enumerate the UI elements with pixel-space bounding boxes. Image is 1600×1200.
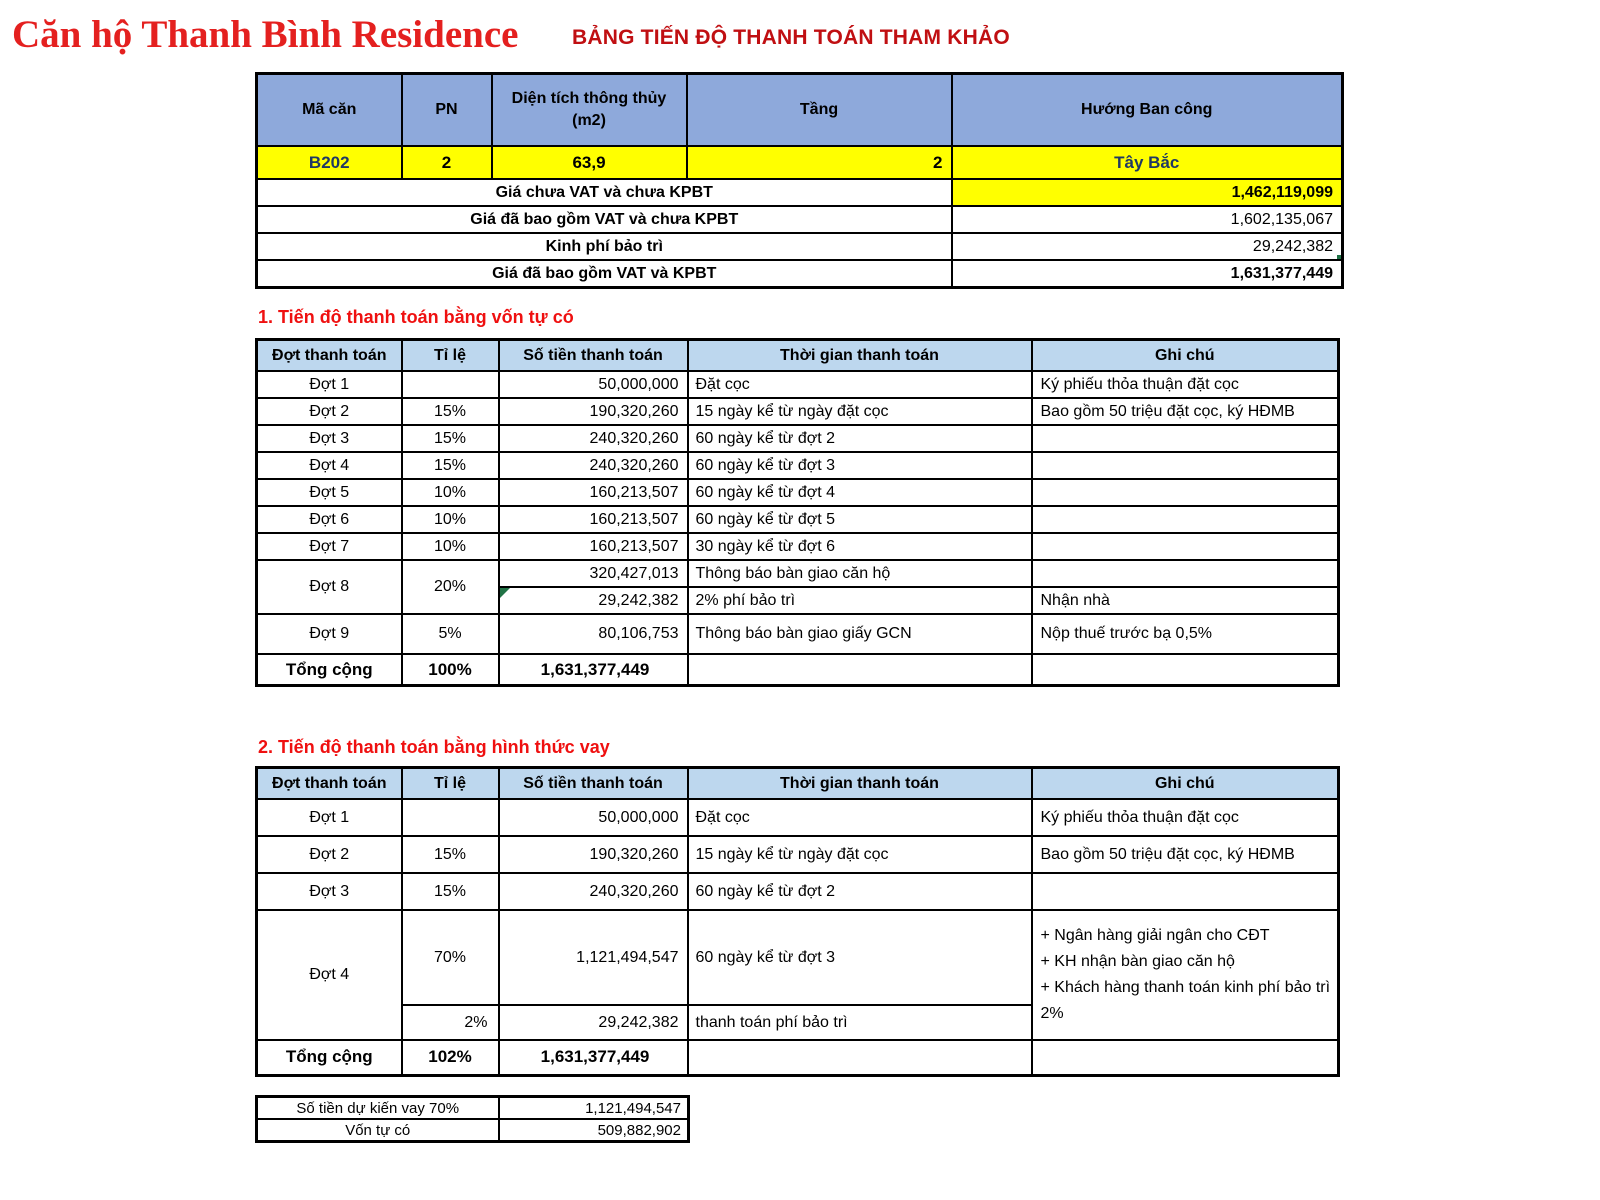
time-cell[interactable]: 60 ngày kể từ đợt 3 (688, 452, 1032, 479)
col-header-installment: Đợt thanh toán (257, 768, 402, 800)
amount-cell-maintenance[interactable] (499, 587, 688, 614)
unit-bedrooms-cell[interactable]: 2 (402, 146, 492, 179)
time-cell[interactable]: 60 ngày kể từ đợt 2 (688, 425, 1032, 452)
col-header-balcony: Hướng Ban công (952, 74, 1343, 147)
note-cell[interactable] (1032, 873, 1339, 910)
time-cell[interactable]: 60 ngày kể từ đợt 3 (688, 910, 1032, 1005)
note-cell[interactable]: Ký phiếu thỏa thuận đặt cọc (1032, 799, 1339, 836)
empty-cell (1032, 654, 1339, 686)
time-cell[interactable]: 60 ngày kể từ đợt 5 (688, 506, 1032, 533)
total-row (257, 654, 1339, 686)
installment-cell[interactable]: Đợt 5 (257, 479, 402, 506)
note-cell[interactable] (1032, 533, 1339, 560)
own-capital-row (257, 1119, 689, 1142)
amount-cell[interactable]: 190,320,260 (499, 836, 688, 873)
schedule-row (257, 533, 1339, 560)
amount-cell[interactable]: 160,213,507 (499, 533, 688, 560)
time-cell[interactable]: Thông báo bàn giao giấy GCN (688, 614, 1032, 654)
rate-cell[interactable]: 20% (402, 560, 499, 614)
time-cell[interactable]: 15 ngày kể từ ngày đặt cọc (688, 398, 1032, 425)
price-row (257, 179, 1343, 206)
note-cell[interactable]: Bao gồm 50 triệu đặt cọc, ký HĐMB (1032, 398, 1339, 425)
schedule-row (257, 799, 1339, 836)
note-cell[interactable] (1032, 425, 1339, 452)
fill-handle[interactable] (1336, 254, 1343, 260)
document-subtitle: BẢNG TIẾN ĐỘ THANH TOÁN THAM KHẢO (572, 26, 1010, 49)
schedule-table-loan (255, 766, 1340, 1077)
total-row (257, 1040, 1339, 1075)
amount-value: 29,242,382 (598, 591, 679, 609)
time-cell[interactable]: Thông báo bàn giao căn hộ (688, 560, 1032, 587)
time-cell[interactable]: 15 ngày kể từ ngày đặt cọc (688, 836, 1032, 873)
amount-cell[interactable]: 1,121,494,547 (499, 910, 688, 1005)
unit-area-cell[interactable]: 63,9 (492, 146, 687, 179)
note-line: + Khách hàng thanh toán kinh phí bảo trì 2% (1040, 979, 1331, 1022)
price-label-cell: Kinh phí bảo trì (257, 233, 952, 260)
section2-title: 2. Tiến độ thanh toán bằng hình thức vay (258, 737, 610, 757)
rate-cell[interactable]: 10% (402, 533, 499, 560)
rate-cell[interactable] (402, 799, 499, 836)
note-cell-dot4[interactable] (1032, 910, 1339, 1040)
schedule-row (257, 425, 1339, 452)
schedule-row (257, 836, 1339, 873)
installment-cell[interactable]: Đợt 8 (257, 560, 402, 614)
loan-amount-label[interactable]: Số tiền dự kiến vay 70% (257, 1097, 499, 1120)
rate-cell[interactable]: 15% (402, 836, 499, 873)
schedule-row (257, 506, 1339, 533)
unit-balcony-cell[interactable]: Tây Bắc (952, 146, 1343, 179)
summary-header-row (257, 74, 1343, 147)
installment-cell[interactable]: Đợt 1 (257, 799, 402, 836)
loan-summary-table (255, 1095, 690, 1143)
amount-cell[interactable]: 160,213,507 (499, 479, 688, 506)
note-cell[interactable] (1032, 452, 1339, 479)
col-header-area: Diện tích thông thủy (m2) (492, 74, 687, 147)
rate-cell[interactable]: 70% (402, 910, 499, 1005)
amount-cell[interactable]: 160,213,507 (499, 506, 688, 533)
amount-cell[interactable]: 320,427,013 (499, 560, 688, 587)
total-amount-cell[interactable]: 1,631,377,449 (499, 1040, 688, 1075)
rate-cell[interactable]: 10% (402, 479, 499, 506)
installment-cell[interactable]: Đợt 6 (257, 506, 402, 533)
time-cell[interactable]: Đặt cọc (688, 799, 1032, 836)
amount-cell[interactable]: 240,320,260 (499, 425, 688, 452)
rate-cell[interactable]: 10% (402, 506, 499, 533)
own-capital-label[interactable]: Vốn tự có (257, 1119, 499, 1142)
empty-cell (688, 654, 1032, 686)
note-cell[interactable]: Nộp thuế trước bạ 0,5% (1032, 614, 1339, 654)
col-header-amount: Số tiền thanh toán (499, 340, 688, 372)
empty-cell (1032, 1040, 1339, 1075)
installment-cell[interactable]: Đợt 4 (257, 910, 402, 1040)
time-cell[interactable]: 30 ngày kể từ đợt 6 (688, 533, 1032, 560)
total-rate-cell[interactable]: 102% (402, 1040, 499, 1075)
note-cell[interactable] (1032, 479, 1339, 506)
note-cell[interactable] (1032, 506, 1339, 533)
own-capital-value[interactable]: 509,882,902 (499, 1119, 689, 1142)
installment-cell[interactable]: Đợt 3 (257, 425, 402, 452)
amount-cell[interactable]: 80,106,753 (499, 614, 688, 654)
rate-cell[interactable] (402, 371, 499, 398)
time-cell[interactable]: 2% phí bảo trì (688, 587, 1032, 614)
document-title: Căn hộ Thanh Bình Residence (12, 13, 519, 56)
price-row (257, 206, 1343, 233)
col-header-time: Thời gian thanh toán (688, 340, 1032, 372)
price-row (257, 233, 1343, 260)
loan-amount-value[interactable]: 1,121,494,547 (499, 1097, 689, 1120)
total-rate-cell[interactable]: 100% (402, 654, 499, 686)
time-cell[interactable]: thanh toán phí bảo trì (688, 1005, 1032, 1040)
unit-summary-table (255, 72, 1344, 289)
note-cell[interactable]: Bao gồm 50 triệu đặt cọc, ký HĐMB (1032, 836, 1339, 873)
amount-cell[interactable]: 50,000,000 (499, 799, 688, 836)
col-header-amount: Số tiền thanh toán (499, 768, 688, 800)
note-cell[interactable] (1032, 560, 1339, 587)
schedule-row (257, 371, 1339, 398)
rate-cell[interactable]: 2% (402, 1005, 499, 1040)
price-value-cell[interactable]: 1,462,119,099 (952, 179, 1343, 206)
time-cell[interactable]: 60 ngày kể từ đợt 2 (688, 873, 1032, 910)
schedule-header-row (257, 768, 1339, 800)
col-header-floor: Tầng (687, 74, 952, 147)
installment-cell[interactable]: Đợt 4 (257, 452, 402, 479)
total-label-cell[interactable]: Tổng cộng (257, 654, 402, 686)
installment-cell[interactable]: Đợt 1 (257, 371, 402, 398)
rate-cell[interactable]: 15% (402, 873, 499, 910)
amount-cell[interactable]: 190,320,260 (499, 398, 688, 425)
rate-cell[interactable]: 5% (402, 614, 499, 654)
installment-cell[interactable]: Đợt 2 (257, 398, 402, 425)
total-amount-cell[interactable]: 1,631,377,449 (499, 654, 688, 686)
rate-cell[interactable]: 15% (402, 452, 499, 479)
col-header-bedrooms: PN (402, 74, 492, 147)
price-value-cell[interactable]: 1,602,135,067 (952, 206, 1343, 233)
col-header-note: Ghi chú (1032, 340, 1339, 372)
note-cell[interactable]: Nhận nhà (1032, 587, 1339, 614)
empty-cell (688, 1040, 1032, 1075)
loan-amount-row (257, 1097, 689, 1120)
price-label-cell: Giá đã bao gồm VAT và chưa KPBT (257, 206, 952, 233)
maintenance-fee-value: 29,242,382 (1252, 237, 1333, 255)
installment-cell[interactable]: Đợt 9 (257, 614, 402, 654)
installment-cell[interactable]: Đợt 3 (257, 873, 402, 910)
schedule-row-dot9 (257, 614, 1339, 654)
installment-cell[interactable]: Đợt 2 (257, 836, 402, 873)
col-header-installment: Đợt thanh toán (257, 340, 402, 372)
schedule-row (257, 398, 1339, 425)
amount-cell[interactable]: 240,320,260 (499, 452, 688, 479)
time-cell[interactable]: Đặt cọc (688, 371, 1032, 398)
amount-cell[interactable]: 50,000,000 (499, 371, 688, 398)
schedule-table-own-capital (255, 338, 1340, 687)
unit-code-cell[interactable]: B202 (257, 146, 402, 179)
price-value-cell[interactable]: 1,631,377,449 (952, 260, 1343, 288)
comment-indicator-icon (500, 588, 510, 598)
schedule-row-dot8-part1 (257, 560, 1339, 587)
col-header-note: Ghi chú (1032, 768, 1339, 800)
section1-title: 1. Tiến độ thanh toán bằng vốn tự có (258, 307, 574, 327)
col-header-time: Thời gian thanh toán (688, 768, 1032, 800)
price-row (257, 260, 1343, 288)
schedule-header-row (257, 340, 1339, 372)
note-line: + KH nhận bàn giao căn hộ (1040, 953, 1235, 970)
total-label-cell[interactable]: Tổng cộng (257, 1040, 402, 1075)
rate-cell[interactable]: 15% (402, 398, 499, 425)
note-cell[interactable]: Ký phiếu thỏa thuận đặt cọc (1032, 371, 1339, 398)
unit-row (257, 146, 1343, 179)
schedule-row (257, 479, 1339, 506)
schedule-row-dot4-part1 (257, 910, 1339, 1005)
col-header-rate: Tỉ lệ (402, 340, 499, 372)
note-line: + Ngân hàng giải ngân cho CĐT (1040, 927, 1270, 944)
col-header-rate: Tỉ lệ (402, 768, 499, 800)
schedule-row (257, 452, 1339, 479)
active-cell-maintenance-fee[interactable] (952, 233, 1343, 260)
price-label-cell: Giá đã bao gồm VAT và KPBT (257, 260, 952, 288)
schedule-row (257, 873, 1339, 910)
amount-cell[interactable]: 240,320,260 (499, 873, 688, 910)
amount-cell[interactable]: 29,242,382 (499, 1005, 688, 1040)
price-label-cell: Giá chưa VAT và chưa KPBT (257, 179, 952, 206)
unit-floor-cell[interactable]: 2 (687, 146, 952, 179)
rate-cell[interactable]: 15% (402, 425, 499, 452)
time-cell[interactable]: 60 ngày kể từ đợt 4 (688, 479, 1032, 506)
col-header-unit-code: Mã căn (257, 74, 402, 147)
installment-cell[interactable]: Đợt 7 (257, 533, 402, 560)
